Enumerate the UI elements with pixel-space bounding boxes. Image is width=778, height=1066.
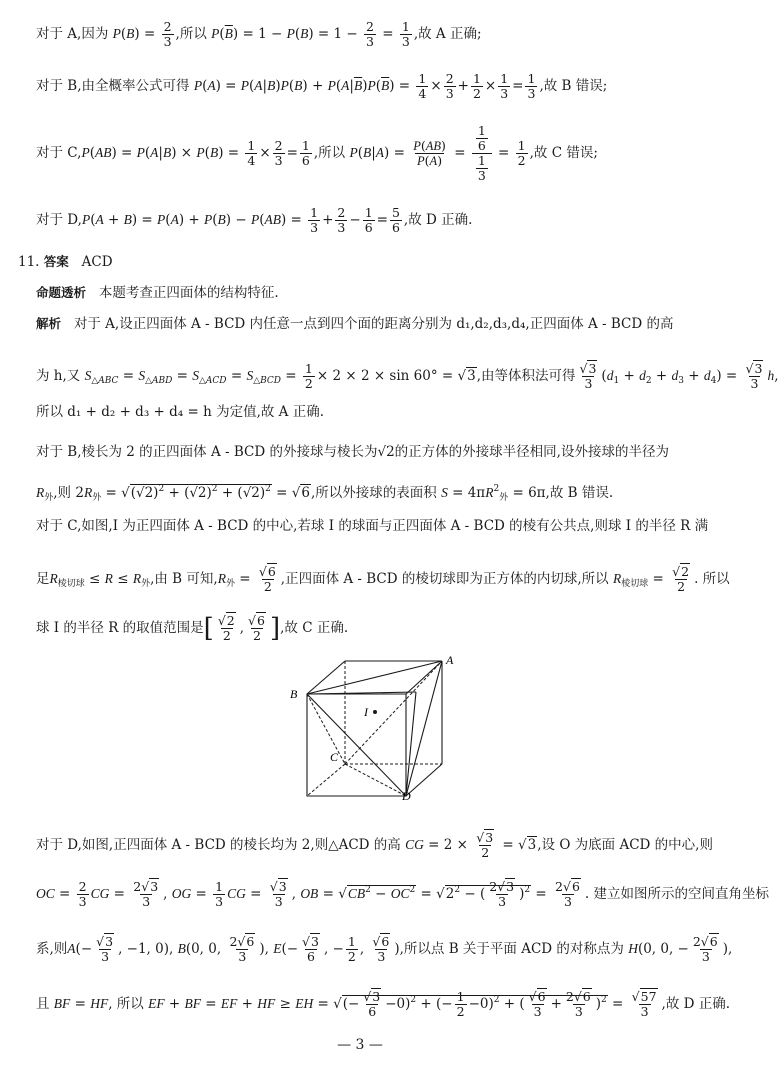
q11-analysis-b1: 对于 B,棱长为 2 的正四面体 A - BCD 的外接球与棱长为√2的正方体的外接球半径相同,设外接球的半径为 <box>36 444 669 460</box>
page-number: — 3 — <box>337 1037 383 1053</box>
q11-answer: 11. 答案 ACD <box>18 254 113 270</box>
tetra-hidden-edge-CD <box>345 764 406 796</box>
q11-analysis-c2: 足$R_{棱切球} \le R \le R_外$,由 B 可知$,R_外$ = $\frac{√6}{2}$ ,正四面体 A - BCD 的棱切球即为正方体的内切球,所以 $R_{棱切球}$ = $\frac{√2}{2}$ . 所以 <box>36 564 730 594</box>
q11-analysis-c3: 球 I 的半径 R 的取值范围是[ $\frac{√2}{2}$ , $\frac{√6}{2}$ ],故 C 正确. <box>36 613 349 644</box>
q11-analysis-d1: 对于 D,如图,正四面体 A - BCD 的棱长均为 2,则△ACD 的高 CG = 2 × $\frac{√3}{2}$ = √3,设 O 为底面 ACD 的中心,则 <box>36 830 713 860</box>
q11-analysis-d3: 系,则A(− $\frac{√3}{3}$ , −1, 0), B(0, 0, $\frac{2√6}{3}$ ), E(− $\frac{√3}{6}$ , − $\frac{1}{2}$ , $\frac{√6}{3}$ ),所以点 B 关于平面 ACD 的对称点为 H(0, 0, − $\frac{2√6}{3}$ ), <box>36 934 733 964</box>
label-A: A <box>446 653 454 667</box>
cube-edge <box>406 764 442 796</box>
line-c-conclusion: 对于 C,P(AB) = P(A|B) × P(B) = $\frac{1}{4}$ × $\frac{2}{3}$ = $\frac{1}{6}$ ,所以 P(B|A) = $\frac{P(AB)}{P(A)}$ = $\frac{\frac{1}{6}}{\frac{1}{3}}$ = $\frac{1}{2}$ ,故 C 错误; <box>36 123 598 183</box>
label-D: D <box>402 789 411 803</box>
q11-analysis-a1: 解析 对于 A,设正四面体 A - BCD 内任意一点到四个面的距离分别为 d₁,d₂,d₃,d₄,正四面体 A - BCD 的高 <box>36 316 674 332</box>
tetra-edge-AD <box>406 661 442 796</box>
tetra-edge-BA <box>307 661 442 694</box>
tetra-edge <box>406 692 416 796</box>
tetra-hidden-edge-BC <box>307 694 345 764</box>
q11-analysis-a3: 所以 d₁ + d₂ + d₃ + d₄ = h 为定值,故 A 正确. <box>36 404 324 420</box>
q11-insight: 命题透析 本题考查正四面体的结构特征. <box>36 285 279 301</box>
cube-hidden-edge <box>307 764 345 796</box>
label-C: C <box>330 750 339 764</box>
label-I: I <box>364 705 368 719</box>
q11-analysis-a2: 为 h,又 $S_{\triangle ABC} = S_{\triangle ABD} = S_{\triangle ACD} = S_{\triangle BCD}$ = $\frac{1}{2}$ × 2 × 2 × sin 60° = √3,由等体积法可得 $\frac{√3}{3}$ $(d_1 + d_2 + d_3 + d_4)$ = $\frac{√3}{3}$ h <box>36 361 775 391</box>
line-a-conclusion: 对于 A,因为 P(B) = $\frac{2}{3}$ ,所以 $P(\overline{B}) = 1 - P(B) = 1$ − $\frac{2}{3}$ = $\frac{1}{3}$ ,故 A 正确; <box>36 19 482 49</box>
cube-tetrahedron-diagram <box>290 654 470 804</box>
q11-analysis-d4: 且 BF = HF, 所以 EF + BF = EF + HF ≥ EH = √(− $\frac{√3}{6}$ −0)$^2$ + (− $\frac{1}{2}$ −0)$^2$ + ( $\frac{√6}{3}$ + $\frac{2√6}{3}$ )$^2$ = $\frac{√57}{3}$ ,故 D 正确. <box>36 989 731 1019</box>
tetra-hidden-edge-CA <box>345 661 442 764</box>
label-B: B <box>290 687 298 701</box>
tetra-edge-BD <box>307 694 406 796</box>
line-b-conclusion: 对于 B,由全概率公式可得 $P(A) = P(A|B)P(B) + P(A|\overline{B})P(\overline{B})$ = $\frac{1}{4}$ × $\frac{2}{3}$ + $\frac{1}{2}$ × $\frac{1}{3}$ = $\frac{1}{3}$ ,故 B 错误; <box>36 71 608 101</box>
q11-analysis-d2: OC = $\frac{2}{3}$ CG = $\frac{2√3}{3}$ , OG = $\frac{1}{3}$ CG = $\frac{√3}{3}$ , OB = $√CB^2 - OC^2 = √2^2$ − ( $\frac{2√3}{3}$ )$^2$ = $\frac{2√6}{3}$ . 建立如图所示的空间直角坐标 <box>36 879 769 909</box>
line-d-conclusion: 对于 D,P(A + B) = P(A) + P(B) − P(AB) = $\frac{1}{3}$ + $\frac{2}{3}$ − $\frac{1}{6}$ = $\frac{5}{6}$ ,故 D 正确. <box>36 205 473 235</box>
center-point-I <box>373 710 377 714</box>
q11-analysis-c1: 对于 C,如图,I 为正四面体 A - BCD 的中心,若球 I 的球面与正四面体 A - BCD 的棱有公共点,则球 I 的半径 R 满 <box>36 518 709 534</box>
q11-analysis-b2: $R_外$,则 $2R_外 = √(√2)^2 + (√2)^2 + (√2)^2 = √6$,所以外接球的表面积 $S = 4\pi R^2_外 = 6\pi$,故 B 错误. <box>36 484 614 503</box>
